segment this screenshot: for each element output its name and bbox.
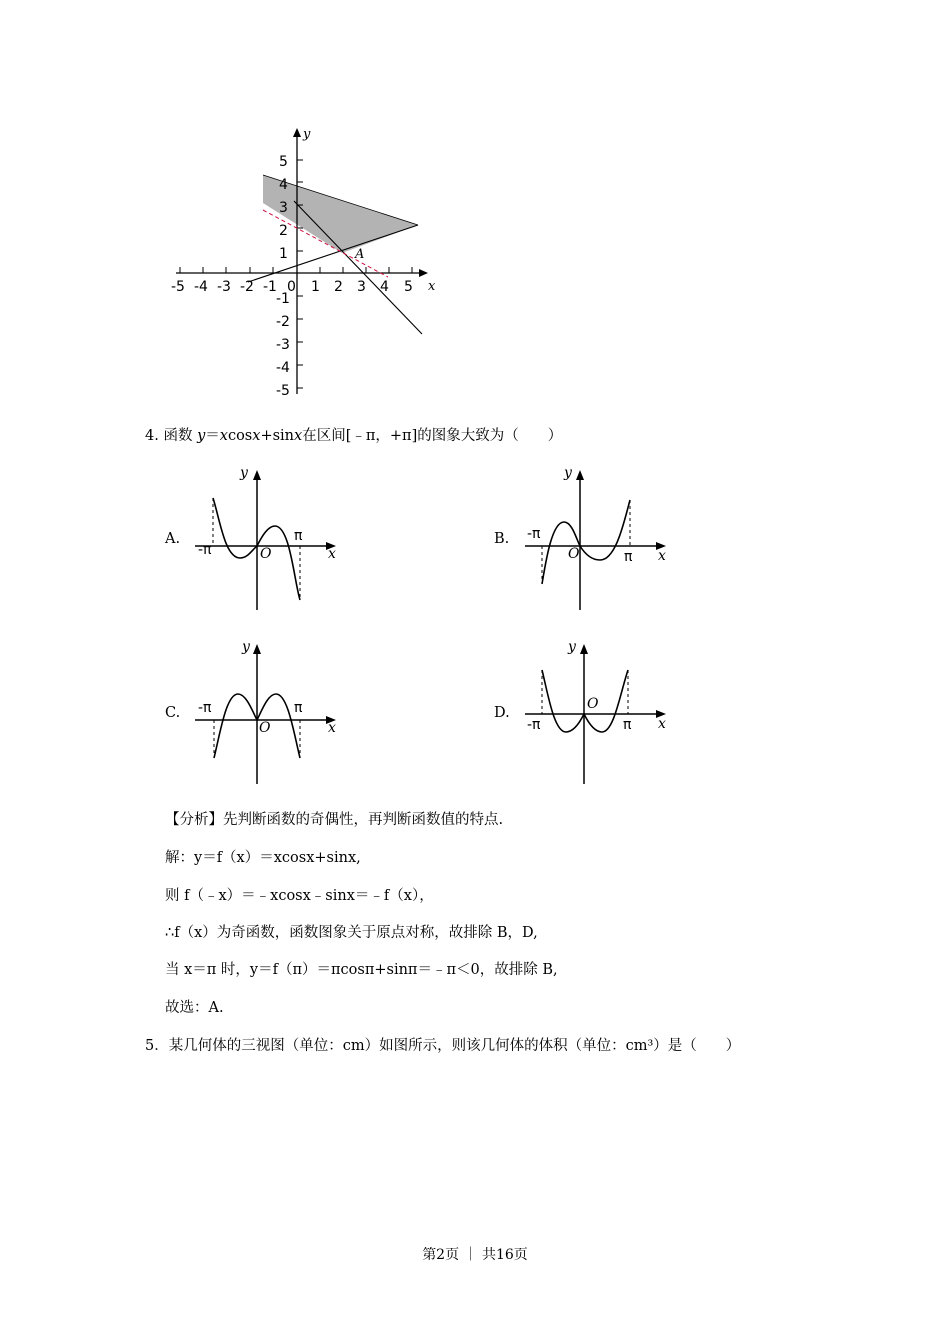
x-axis-label: x <box>328 546 336 562</box>
y-axis-label: y <box>242 639 250 655</box>
option-d-label: D. <box>494 705 510 721</box>
option-b-graph <box>520 460 680 615</box>
stem-text: 函数 <box>163 428 193 444</box>
y-tick-label: -5 <box>276 383 290 399</box>
x-axis-label: x <box>428 279 436 294</box>
y-axis-label: y <box>568 639 576 655</box>
origin-label: O <box>587 696 599 712</box>
x-axis-label: x <box>658 548 666 564</box>
curve <box>542 670 628 732</box>
analysis-line: 【分析】先判断函数的奇偶性，再判断函数值的特点. <box>165 812 504 828</box>
pi-label: π <box>294 700 303 716</box>
y-axis-arrow <box>293 128 301 137</box>
y-tick-label: -2 <box>276 314 290 330</box>
solution-line-4: 当 x＝π 时，y＝f（π）＝πcosπ+sinπ＝﹣π＜0，故排除 B, <box>165 962 558 978</box>
x-tick-label: 0 <box>287 279 296 295</box>
y-axis-label: y <box>240 465 248 481</box>
y-axis-arrow <box>253 470 261 480</box>
x-tick-label: -3 <box>217 279 231 295</box>
x-tick-label: -4 <box>194 279 208 295</box>
y-tick-label: -3 <box>276 337 290 353</box>
solution-line-5: 故选：A. <box>165 1000 224 1016</box>
origin-label: O <box>568 546 580 562</box>
solution-line-2: 则 f（﹣x）＝﹣xcosx﹣sinx＝﹣f（x）， <box>165 888 434 904</box>
x-tick-label: 2 <box>334 279 343 295</box>
curve <box>542 500 630 584</box>
solution-line-3: ∴f（x）为奇函数，函数图象关于原点对称，故排除 B，D, <box>165 925 538 941</box>
origin-label: O <box>259 720 271 736</box>
neg-pi-label: -π <box>527 526 541 542</box>
x-tick-label: 4 <box>380 279 389 295</box>
pi-label: π <box>294 528 303 544</box>
x-axis-label: x <box>658 716 666 732</box>
y-axis-label: y <box>564 465 572 481</box>
y-tick-label: 2 <box>279 223 288 239</box>
question-number: 4. <box>145 428 159 444</box>
question-5-stem: 5．某几何体的三视图（单位：cm）如图所示，则该几何体的体积（单位：cm³）是（ ） <box>145 1038 741 1054</box>
y-tick-label: -4 <box>276 360 290 376</box>
x-tick-label: -5 <box>171 279 185 295</box>
neg-pi-label: -π <box>527 717 541 733</box>
origin-label: O <box>260 546 272 562</box>
y-axis-arrow <box>580 644 588 654</box>
y-axis-arrow <box>576 470 584 480</box>
x-tick-label: 5 <box>404 279 413 295</box>
neg-pi-label: -π <box>198 542 212 558</box>
feasible-region-figure <box>160 120 450 410</box>
option-c-graph <box>190 634 350 789</box>
x-tick-marks <box>180 267 412 273</box>
point-a-label: A <box>355 247 365 262</box>
option-c-label: C. <box>165 705 181 721</box>
y-axis-label: y <box>303 127 311 142</box>
y-tick-label: 5 <box>279 154 288 170</box>
x-tick-label: -2 <box>240 279 254 295</box>
x-axis-arrow <box>419 269 428 277</box>
y-tick-label: 4 <box>279 177 288 193</box>
x-tick-label: 3 <box>357 279 366 295</box>
y-tick-label: 3 <box>279 200 288 216</box>
x-tick-label: -1 <box>263 279 277 295</box>
option-d-graph <box>520 634 680 789</box>
y-tick-label: -1 <box>276 291 290 307</box>
y-axis-arrow <box>253 644 261 654</box>
x-tick-label: 1 <box>311 279 320 295</box>
neg-pi-label: -π <box>198 700 212 716</box>
option-a-graph <box>190 460 350 615</box>
pi-label: π <box>624 549 633 565</box>
solution-line-1: 解：y＝f（x）＝xcosx+sinx, <box>165 850 361 866</box>
x-axis-label: x <box>328 720 336 736</box>
option-b-label: B. <box>494 531 510 547</box>
option-a-label: A. <box>165 531 181 547</box>
y-tick-label: 1 <box>279 246 288 262</box>
pi-label: π <box>623 717 632 733</box>
question-4-stem: 4. 函数 y＝xcosx+sinx在区间[﹣π，+π]的图象大致为（ ） <box>145 428 563 444</box>
page-footer: 第2页 ｜ 共16页 <box>422 1247 528 1263</box>
